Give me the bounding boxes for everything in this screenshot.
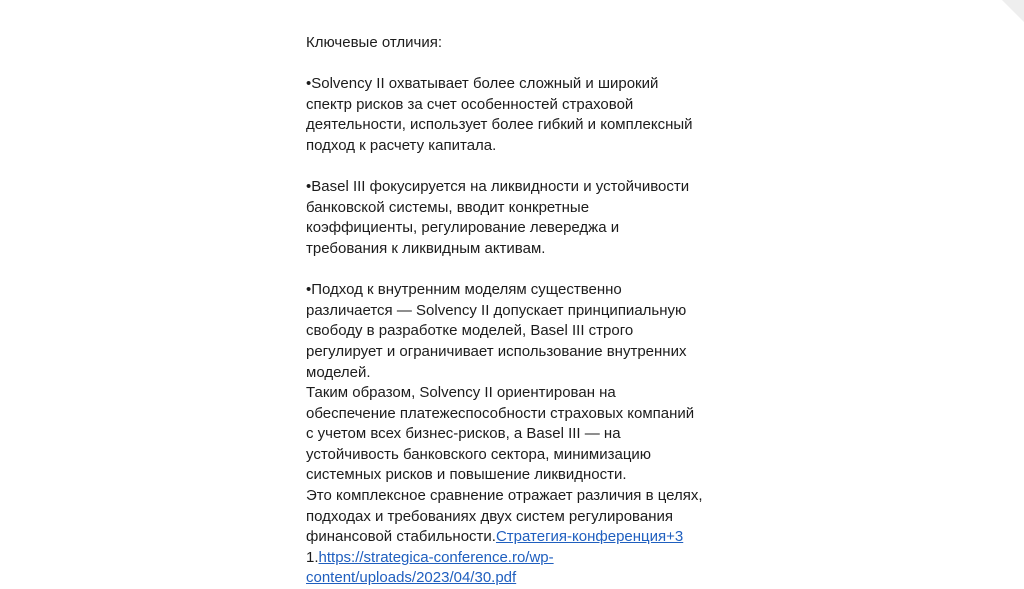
text-line: Это комплексное сравнение отражает различия в целях, xyxy=(306,487,703,505)
text-line-with-link xyxy=(306,527,726,548)
text-line: требования к ликвидным активам. xyxy=(306,239,546,257)
text-line: подходах и требованиях двух систем регулирования xyxy=(306,507,673,525)
text-body xyxy=(306,33,726,589)
spacer xyxy=(306,260,726,281)
spacer xyxy=(306,157,726,178)
text-line: Таким образом, Solvency II ориентирован на xyxy=(306,384,616,402)
text-line: коэффициенты, регулирование левереджа и xyxy=(306,219,620,237)
paragraph-solvency xyxy=(306,74,726,156)
reference-url-link[interactable]: https://strategica-conference.ro/wp- xyxy=(318,548,554,566)
text-line: регулирует и ограничивает использование внутренних xyxy=(306,342,687,360)
text-line: различается — Solvency II допускает принципиальную xyxy=(306,301,687,319)
reference-url-link-continued[interactable]: content/uploads/2023/04/30.pdf xyxy=(306,569,517,587)
reference-line xyxy=(306,548,726,569)
source-link[interactable]: Стратегия-конференция+3 xyxy=(495,528,684,546)
text-line: устойчивость банковского сектора, минимизацию xyxy=(306,445,652,463)
paragraph-basel xyxy=(306,177,726,259)
text-line: с учетом всех бизнес-рисков, а Basel III — на xyxy=(306,425,621,443)
text-line: подход к расчету капитала. xyxy=(306,136,497,154)
last-line-text: финансовой стабильности. xyxy=(306,528,496,546)
text-line: обеспечение платежеспособности страховых компаний xyxy=(306,404,695,422)
reference-line-continued xyxy=(306,568,726,589)
text-line: свободу в разработке моделей, Basel III строго xyxy=(306,322,634,340)
reference-number: 1. xyxy=(306,548,319,566)
spacer xyxy=(306,54,726,75)
heading: Ключевые отличия: xyxy=(306,34,442,51)
text-line: спектр рисков за счет особенностей страховой xyxy=(306,95,634,113)
text-line: •Подход к внутренним моделям существенно xyxy=(306,281,622,299)
text-line: системных рисков и повышение ликвидности. xyxy=(306,466,627,484)
page-corner-fold xyxy=(1002,0,1024,22)
text-line: банковской системы, вводит конкретные xyxy=(306,198,590,216)
text-line: моделей. xyxy=(306,363,371,381)
text-line: деятельности, использует более гибкий и комплексный xyxy=(306,116,693,134)
text-line: •Basel III фокусируется на ликвидности и устойчивости xyxy=(306,178,690,196)
paragraph-models xyxy=(306,280,726,589)
text-line: •Solvency II охватывает более сложный и широкий xyxy=(306,75,659,93)
